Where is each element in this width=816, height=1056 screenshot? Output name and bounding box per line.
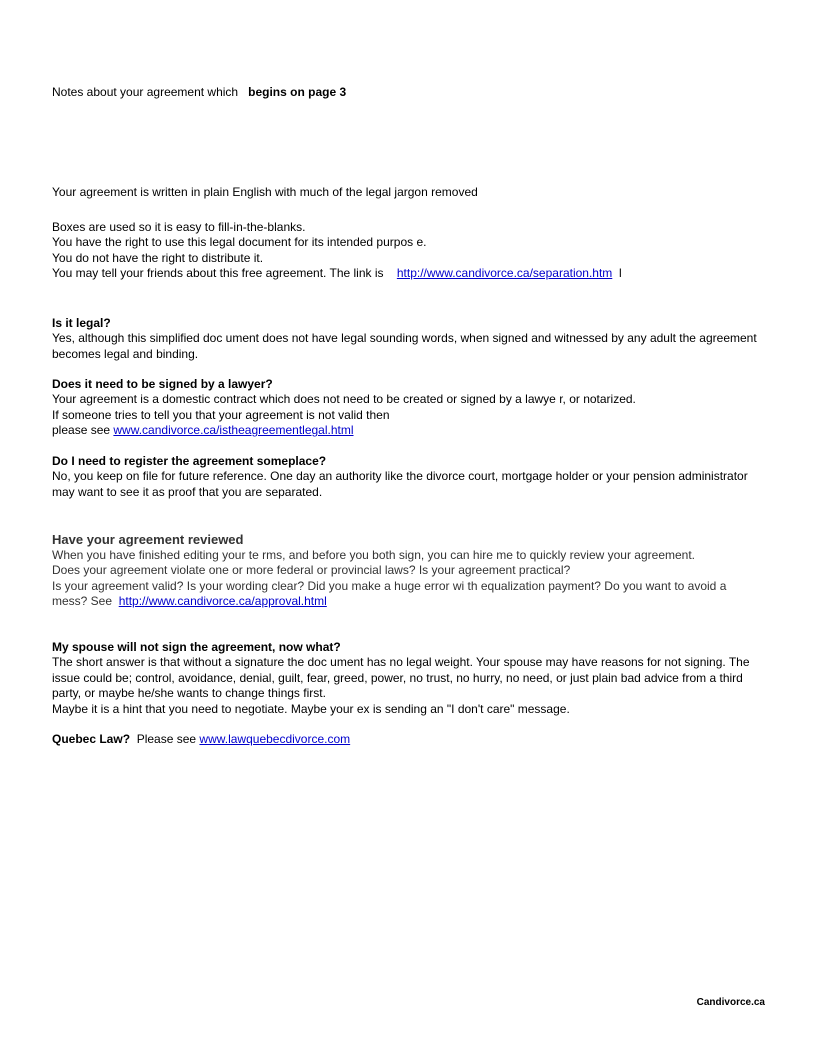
lawyer-see-text: please see [52,423,111,438]
lawyer-line-2: If someone tries to tell you that your agreement is not valid then [52,407,390,422]
lawyer-section [52,377,764,439]
review-line-2: Does your agreement violate one or more federal or provincial laws? Is your agreement practical? [52,563,571,578]
review-section [52,531,764,610]
rights-section [52,220,764,282]
plain-english-note: Your agreement is written in plain English with much of the legal jargon removed [52,185,478,199]
intro-begins: begins on page 3 [248,85,347,99]
legal-section [52,316,764,362]
quebec-text: Please see [136,732,197,746]
lawyer-line-3 [52,423,764,438]
agreement-legal-link[interactable]: www.candivorce.ca/istheagreementlegal.html [113,423,354,438]
lawyer-heading: Does it need to be signed by a lawyer? [52,377,273,391]
rights-line-1: Boxes are used so it is easy to fill-in-the-blanks. [52,220,306,234]
approval-link[interactable]: http://www.candivorce.ca/approval.html [118,594,327,609]
register-section [52,454,764,500]
quebec-link[interactable]: www.lawquebecdivorce.com [199,732,351,746]
quebec-label: Quebec Law? [52,732,131,746]
review-line-3-text: Is your agreement valid? Is your wording clear? Did you make a huge error wi th equalization payment? Do you want to avoid a mess? See [52,578,727,609]
spouse-paragraph-1: The short answer is that without a signature the doc ument has no legal weight. Your spouse may have reasons for not signing. The issue could be; control, avoidance, denial, guilt, fear, greed, power, no trust, no hurry, no need, or just plain bad advice from a third party, or maybe he/she wants to change things first. [52,655,750,701]
separation-link[interactable]: http://www.candivorce.ca/separation.htm [396,266,613,281]
legal-body: Yes, although this simplified doc ument does not have legal sounding words, when signed and witnessed by any adult the agreement becomes legal and binding. [52,331,757,361]
spouse-heading: My spouse will not sign the agreement, now what? [52,640,341,654]
review-line-3 [52,579,764,610]
rights-tail: l [618,266,622,281]
register-body: No, you keep on file for future reference. One day an authority like the divorce court, mortgage holder or your pension administrator may want to see it as proof that you are separated. [52,469,748,499]
intro-text: Notes about your agreement which [52,85,239,99]
rights-line-3: You do not have the right to distribute it. [52,250,264,265]
spouse-paragraph-2: Maybe it is a hint that you need to negotiate. Maybe your ex is sending an "I don't care" message. [52,701,570,716]
review-heading: Have your agreement reviewed [52,532,244,547]
quebec-line [52,732,764,747]
lawyer-line-1: Your agreement is a domestic contract which does not need to be created or signed by a lawye r, or notarized. [52,392,636,407]
register-heading: Do I need to register the agreement someplace? [52,454,327,468]
intro-line [52,85,764,100]
footer-site-name: Candivorce.ca [696,997,765,1008]
rights-line-4-text: You may tell your friends about this free agreement. The link is [52,266,384,281]
review-line-1: When you have finished editing your te rms, and before you both sign, you can hire me to quickly review your agreement. [52,548,696,562]
rights-line-4 [52,266,764,281]
spouse-section [52,640,764,717]
rights-line-2: You have the right to use this legal document for its intended purpos e. [52,235,427,250]
legal-heading: Is it legal? [52,316,111,330]
